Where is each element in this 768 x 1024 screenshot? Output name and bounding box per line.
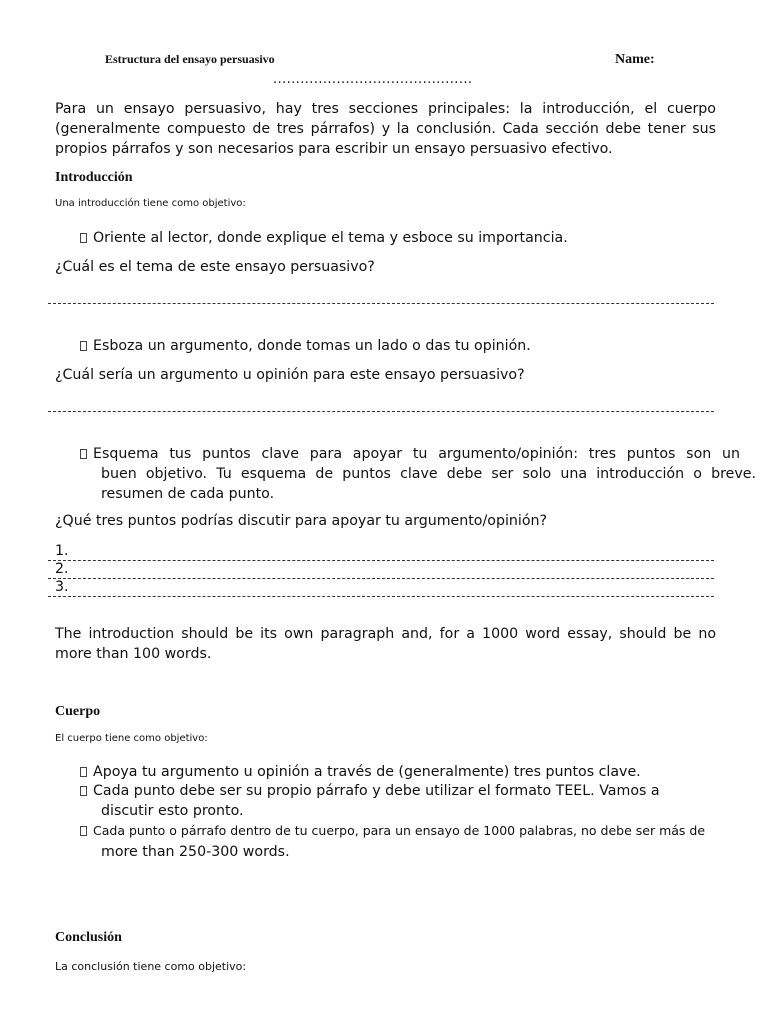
point-line-2[interactable]: [48, 578, 714, 579]
checkbox-icon: [80, 233, 87, 243]
cuerpo-bullet-2: Cada punto debe ser su propio párrafo y debe utilizar el formato TEEL. Vamos a discutir esto pronto.: [80, 781, 660, 821]
answer-line-1[interactable]: [48, 303, 714, 304]
checkbox-icon: [80, 341, 87, 351]
question-1: ¿Cuál es el tema de este ensayo persuasivo?: [55, 259, 375, 275]
introduccion-heading: Introducción: [55, 170, 133, 185]
name-label: Name:: [615, 52, 655, 67]
name-dotted-line: ............................................: [273, 72, 473, 87]
checkbox-icon: [80, 786, 87, 796]
checkbox-icon: [80, 449, 87, 459]
introduccion-bullet-2: Esboza un argumento, donde tomas un lado o das tu opinión.: [80, 336, 531, 356]
introduccion-subtitle: Una introducción tiene como objetivo:: [55, 198, 246, 209]
point-number-2: 2.: [55, 561, 69, 577]
cuerpo-bullet-1: Apoya tu argumento u opinión a través de (generalmente) tres puntos clave.: [80, 762, 641, 782]
conclusion-heading: Conclusión: [55, 930, 122, 945]
answer-line-2[interactable]: [48, 411, 714, 412]
conclusion-subtitle: La conclusión tiene como objetivo:: [55, 960, 247, 973]
intro-paragraph: Para un ensayo persuasivo, hay tres secciones principales: la introducción, el cuerpo (generalmente compuesto de tres párrafos) y la conclusión. Cada sección debe tener sus propios párrafos y son necesarios para escribir un ensayo persuasivo efectivo.: [55, 101, 716, 157]
point-line-3[interactable]: [48, 596, 714, 597]
document-title: Estructura del ensayo persuasivo: [105, 52, 275, 66]
introduction-note: The introduction should be its own paragraph and, for a 1000 word essay, should be no more than 100 words.: [55, 626, 716, 662]
cuerpo-heading: Cuerpo: [55, 704, 101, 719]
checkbox-icon: [80, 767, 87, 777]
question-3: ¿Qué tres puntos podrías discutir para apoyar tu argumento/opinión?: [55, 513, 548, 529]
cuerpo-subtitle: El cuerpo tiene como objetivo:: [55, 733, 208, 744]
introduccion-bullet-3: Esquema tus puntos clave para apoyar tu argumento/opinión: tres puntos son un buen objetivo. Tu esquema de puntos clave debe ser solo una introducción o breve. resumen de cada punto.: [80, 444, 756, 504]
point-number-3: 3.: [55, 579, 69, 595]
introduccion-bullet-1: Oriente al lector, donde explique el tema y esboce su importancia.: [80, 228, 568, 248]
question-2: ¿Cuál sería un argumento u opinión para este ensayo persuasivo?: [55, 367, 525, 383]
point-number-1: 1.: [55, 543, 69, 559]
point-line-1[interactable]: [48, 560, 714, 561]
checkbox-icon: [80, 826, 87, 836]
cuerpo-bullet-3: Cada punto o párrafo dentro de tu cuerpo, para un ensayo de 1000 palabras, no debe ser más de more than 250-300 words.: [80, 821, 705, 862]
